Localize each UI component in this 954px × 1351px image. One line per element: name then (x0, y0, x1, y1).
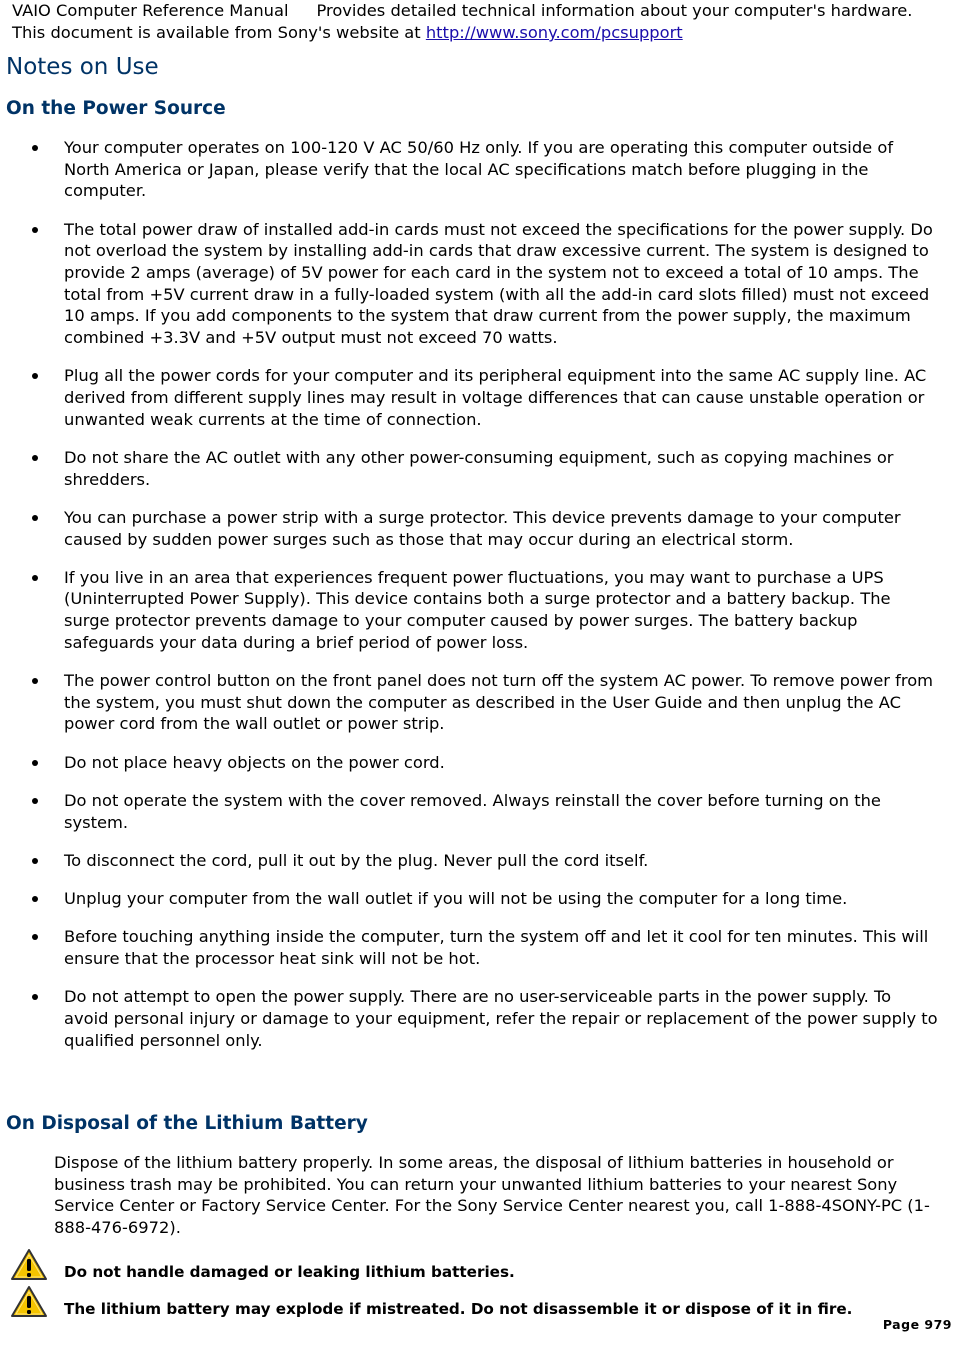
list-item: To disconnect the cord, pull it out by the plug. Never pull the cord itself. (0, 850, 954, 872)
list-item: Do not share the AC outlet with any other power-consuming equipment, such as copying machines or shredders. (0, 447, 954, 490)
power-source-heading: On the Power Source (6, 98, 226, 119)
list-item: Plug all the power cords for your computer and its peripheral equipment into the same AC supply line. AC derived from different supply lines may result in voltage differences that can cause unstable operation or unwanted weak currents at the time of connection. (0, 365, 954, 430)
list-item: You can purchase a power strip with a surge protector. This device prevents damage to your computer caused by sudden power surges such as those that may occur during an electrical storm. (0, 507, 954, 550)
warning-text: Do not handle damaged or leaking lithium batteries. (64, 1263, 515, 1281)
warning-note (10, 1248, 910, 1282)
list-item: The total power draw of installed add-in cards must not exceed the specifications for the power supply. Do not overload the system by installing add-in cards that draw excessive current. The system is designed to provide 2 amps (average) of 5V power for each card in the system not to exceed a total of 10 amps. The total from +5V current draw in a fully-loaded system (with all the add-in card slots filled) must not exceed 10 amps. If you add components to the system that draw current from the power supply, the maximum combined +3.3V and +5V output must not exceed 70 watts. (0, 219, 954, 349)
list-item: Before touching anything inside the computer, turn the system off and let it cool for ten minutes. This will ensure that the processor heat sink will not be hot. (0, 926, 954, 969)
page-number: Page 979 (882, 1317, 952, 1332)
warning-text: The lithium battery may explode if mistreated. Do not disassemble it or dispose of it in fire. (64, 1300, 853, 1318)
lithium-disposal-paragraph: Dispose of the lithium battery properly. In some areas, the disposal of lithium batteries in household or business trash may be prohibited. You can return your unwanted lithium batteries to your nearest Sony Service Center or Factory Service Center. For the Sony Service Center nearest you, call 1-888-4SONY-PC (1-888-476-6972). (54, 1153, 930, 1238)
warning-icon (10, 1285, 48, 1319)
power-source-list (0, 137, 954, 1068)
list-item: The power control button on the front panel does not turn off the system AC power. To remove power from the system, you must shut down the computer as described in the User Guide and then unplug the AC power cord from the wall outlet or power strip. (0, 670, 954, 735)
support-link[interactable]: http://www.sony.com/pcsupport (425, 23, 683, 42)
warning-icon (10, 1248, 48, 1282)
list-item: Your computer operates on 100-120 V AC 50/60 Hz only. If you are operating this computer outside of North America or Japan, please verify that the local AC specifications match before plugging in the computer. (0, 137, 954, 202)
lithium-battery-heading: On Disposal of the Lithium Battery (6, 1113, 368, 1134)
page-title: Notes on Use (6, 54, 159, 80)
list-item: Do not attempt to open the power supply. There are no user-serviceable parts in the power supply. To avoid personal injury or damage to your equipment, refer the repair or replacement of the power supply to qualified personnel only. (0, 986, 954, 1051)
list-item: Unplug your computer from the wall outlet if you will not be using the computer for a long time. (0, 888, 954, 910)
list-item: Do not place heavy objects on the power cord. (0, 752, 954, 774)
list-item: Do not operate the system with the cover removed. Always reinstall the cover before turning on the system. (0, 790, 954, 833)
list-item: If you live in an area that experiences frequent power fluctuations, you may want to purchase a UPS (Uninterrupted Power Supply). This device contains both a surge protector and a battery backup. The surge protector prevents damage to your computer caused by power surges. The battery backup safeguards your data during a brief period of power loss. (0, 567, 954, 654)
document-header (12, 0, 942, 44)
warning-note (10, 1285, 910, 1319)
manual-description: Provides detailed technical information about your computer's hardware. This document is available from Sony's website at (12, 1, 913, 42)
manual-title: VAIO Computer Reference Manual (12, 1, 289, 20)
